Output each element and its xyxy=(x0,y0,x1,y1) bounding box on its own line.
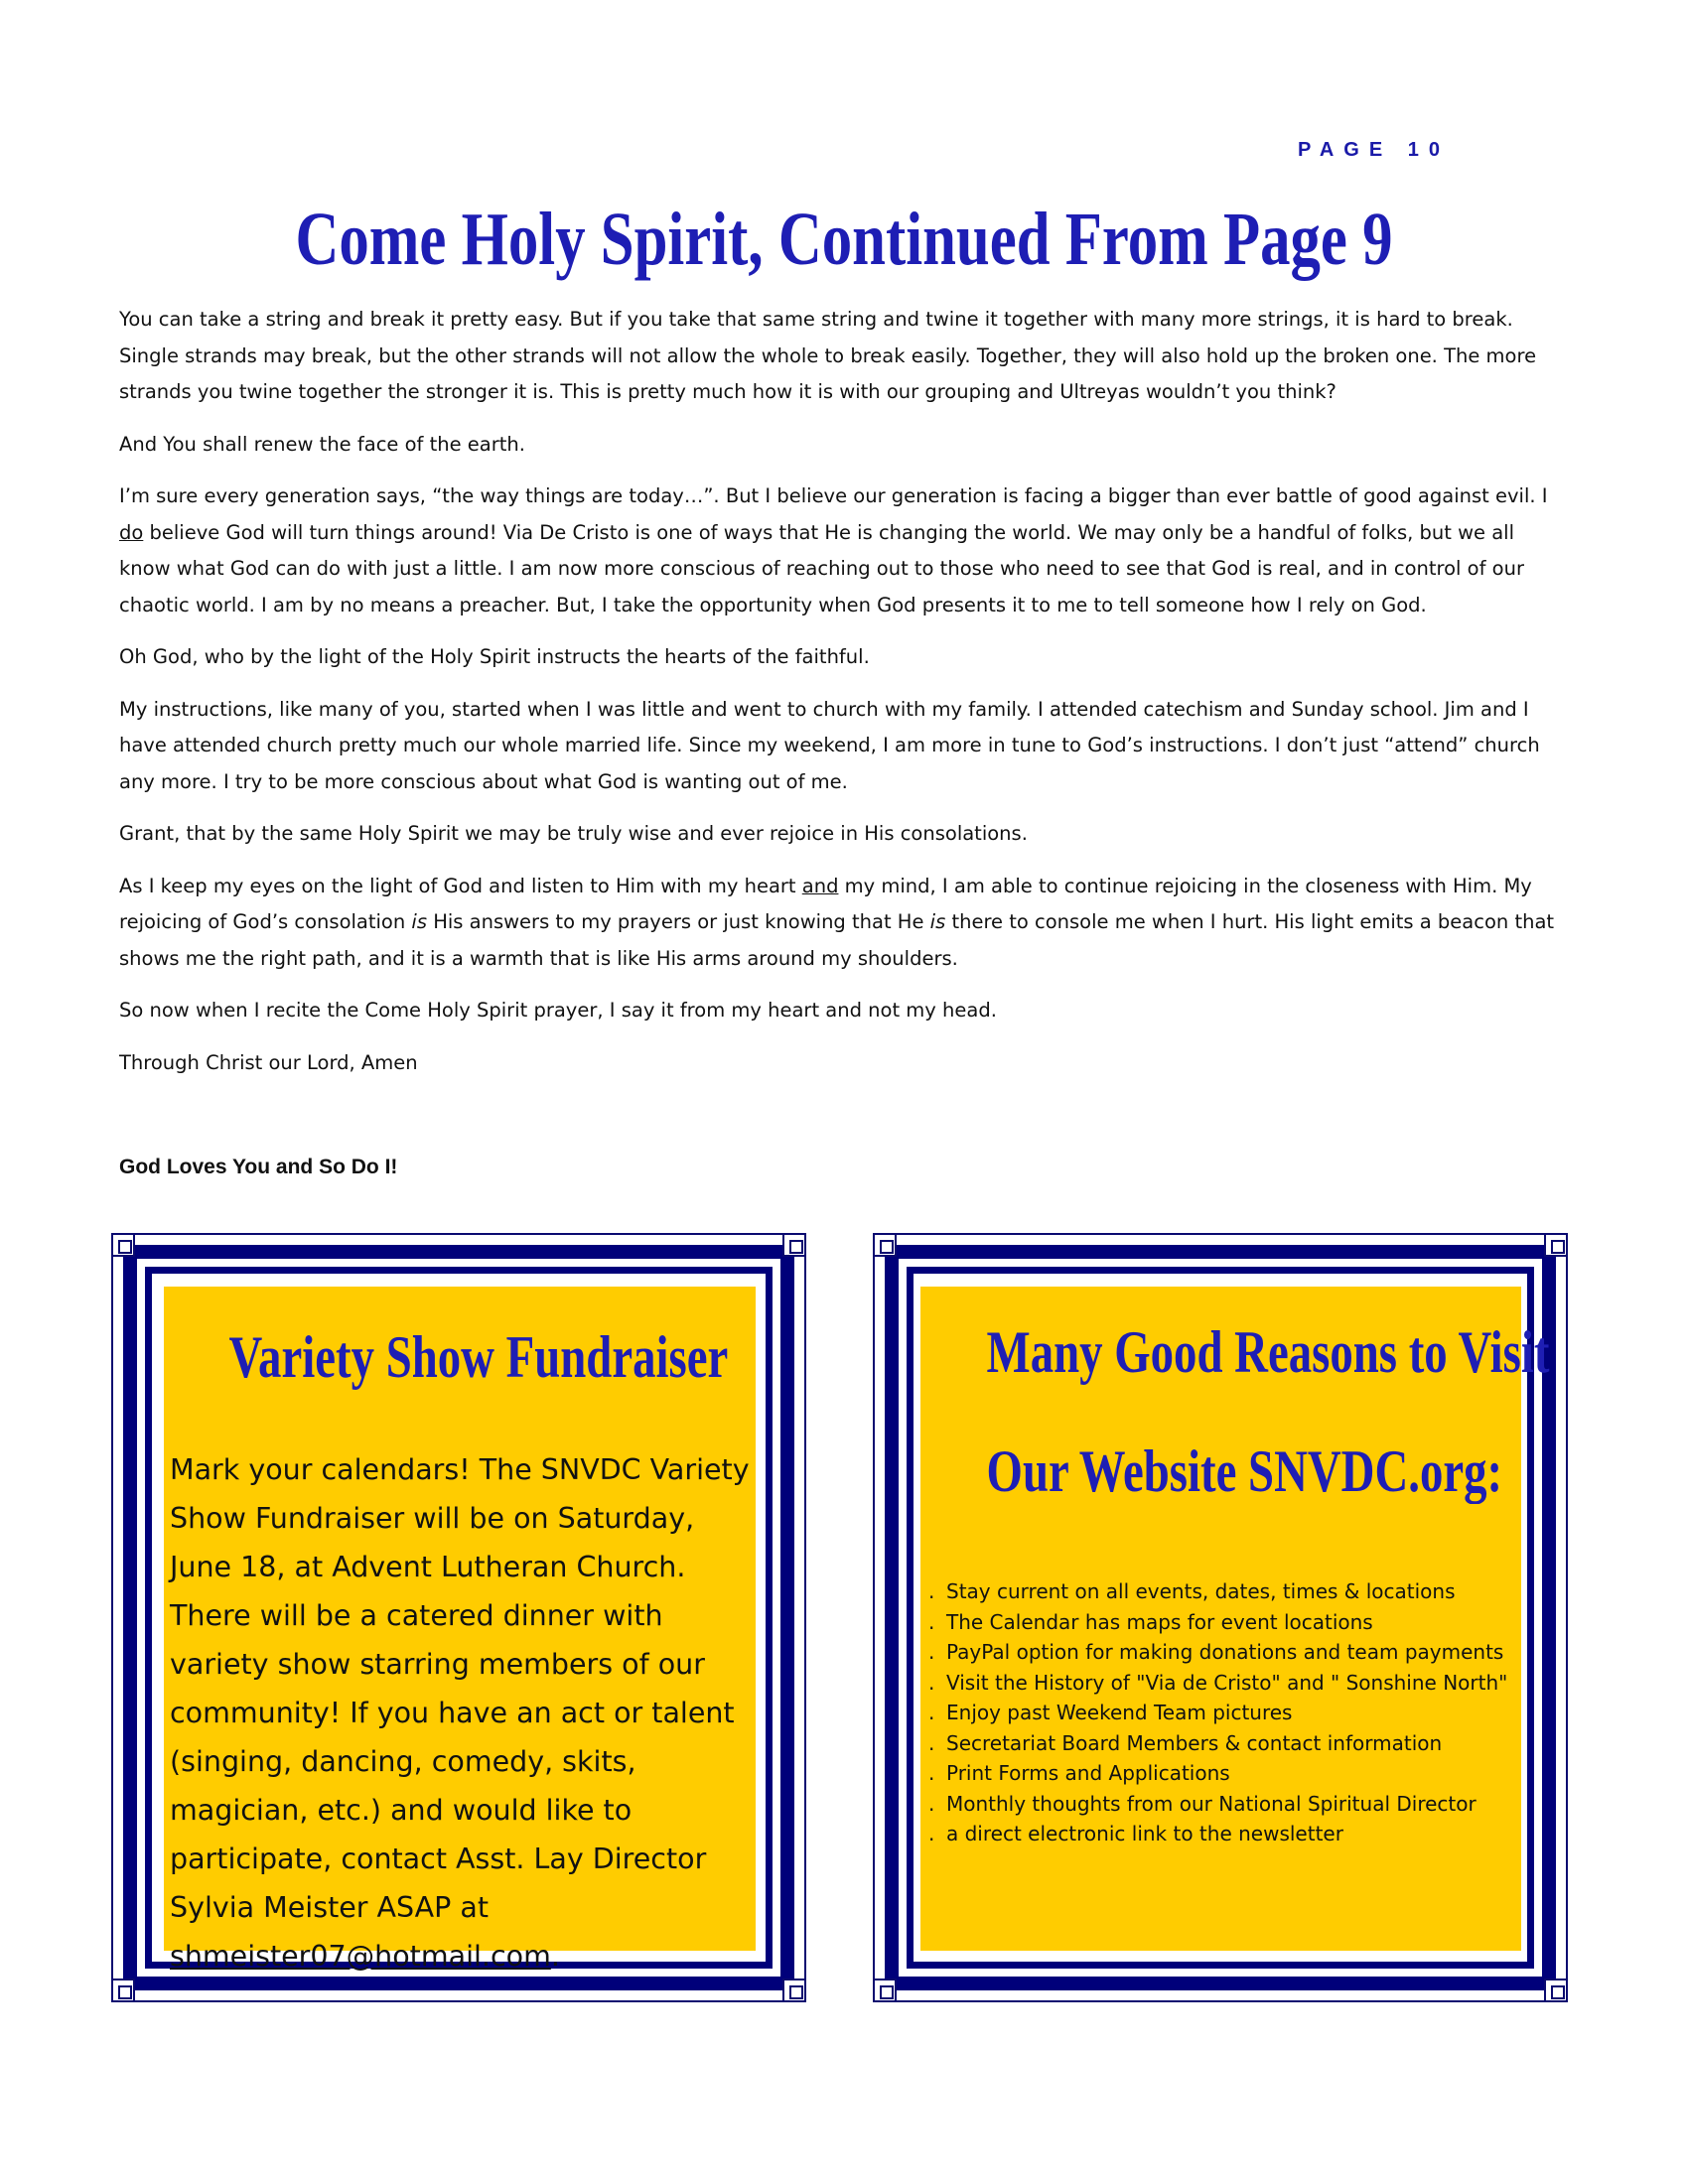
italic-word: is xyxy=(929,910,946,933)
text-run: my mind, I am able to continue rejoicing in the closeness with Him. My rejoicing of God’s consolation xyxy=(119,874,1532,933)
website-title-line: Our Website SNVDC.org: xyxy=(986,1438,1503,1504)
article-paragraph xyxy=(119,478,1559,623)
bullet: . xyxy=(928,1579,935,1603)
bullet: . xyxy=(928,1730,935,1755)
list-item xyxy=(928,1698,1521,1728)
page-title: Come Holy Spirit, Continued From Page 9 xyxy=(295,198,1393,281)
article-paragraph: My instructions, like many of you, started when I was little and went to church with my family. I attended catechism and Sunday school. Jim and I have attended church pretty much our whole married life. Since my weekend, I am more in tune to God’s instructions. I don’t just “attend” church any more. I try to be more conscious about what God is wanting out of me. xyxy=(119,697,1540,793)
corner-ornament xyxy=(873,1979,897,2002)
website-box xyxy=(873,1233,1568,2002)
reasons-list xyxy=(920,1576,1521,1849)
email-link[interactable]: shmeister07@hotmail.com xyxy=(170,1940,551,1973)
underlined-word: and xyxy=(801,874,839,897)
article-paragraph: Oh God, who by the light of the Holy Spirit instructs the hearts of the faithful. xyxy=(119,645,870,668)
website-panel xyxy=(920,1287,1550,1951)
list-item-text: Enjoy past Weekend Team pictures xyxy=(946,1701,1293,1724)
variety-show-box xyxy=(111,1233,806,2002)
article-paragraph xyxy=(119,869,1559,978)
corner-ornament xyxy=(1544,1233,1568,1257)
bullet: . xyxy=(928,1761,935,1785)
corner-ornament xyxy=(873,1233,897,1257)
list-item-text: Secretariat Board Members & contact information xyxy=(946,1730,1443,1755)
text-run: there to console me when I hurt. His light emits a beacon that shows me the right path, and it is a warmth that is like His arms around my shoulders. xyxy=(119,910,1555,970)
list-item-text: Print Forms and Applications xyxy=(946,1761,1230,1785)
text-run: believe God will turn things around! Via De Cristo is one of ways that He is changing the world. We may only be a handful of folks, but we all know what God can do with just a little. I am now more conscious of reaching out to those who need to see that God is real, and in control of our chaotic world. I am by no means a preacher. But, I take the opportunity when God presents it to me to tell someone how I rely on God. xyxy=(119,520,1524,616)
corner-ornament xyxy=(782,1233,806,1257)
bullet: . xyxy=(928,1701,935,1724)
bullet: . xyxy=(928,1640,935,1664)
bullet: . xyxy=(928,1609,935,1634)
signoff: God Loves You and So Do I! xyxy=(119,1156,398,1178)
list-item xyxy=(928,1758,1521,1789)
variety-show-panel xyxy=(164,1287,756,1973)
list-item-text: Visit the History of "Via de Cristo" and " Sonshine North" xyxy=(946,1670,1508,1695)
list-item xyxy=(928,1637,1521,1668)
article-paragraph: You can take a string and break it pretty easy. But if you take that same string and twine it together with many more strings, it is hard to break. Single strands may break, but the other strands will not allow the whole to break easily. Together, they will also hold up the broken one. The more strands you twine together the stronger it is. This is pretty much how it is with our grouping and Ultreyas wouldn’t you think? xyxy=(119,308,1537,403)
article-paragraph: Through Christ our Lord, Amen xyxy=(119,1050,418,1074)
corner-ornament xyxy=(782,1979,806,2002)
website-title-line: Many Good Reasons to Visit xyxy=(986,1319,1550,1385)
page-number: PAGE 10 xyxy=(1298,139,1450,161)
list-item-text: Monthly thoughts from our National Spiritual Director xyxy=(946,1791,1477,1816)
text-run: Mark your calendars! The SNVDC Variety Show Fundraiser will be on Saturday, June 18, at Advent Lutheran Church. There will be a catered dinner with variety show starring members of our community! If you have an act or talent (singing, dancing, comedy, skits, magician, etc.) and would like to participate, contact Asst. Lay Director Sylvia Meister ASAP at xyxy=(170,1453,750,1924)
list-item xyxy=(928,1819,1521,1849)
text-run: His answers to my prayers or just knowing that He xyxy=(427,910,930,933)
corner-ornament xyxy=(1544,1979,1568,2002)
bullet: . xyxy=(928,1670,935,1695)
underlined-word: do xyxy=(119,520,144,544)
corner-ornament xyxy=(111,1233,135,1257)
list-item xyxy=(928,1576,1521,1607)
corner-ornament xyxy=(111,1979,135,2002)
list-item-text: Stay current on all events, dates, times & locations xyxy=(946,1579,1456,1603)
bullet: . xyxy=(928,1791,935,1816)
list-item-text: The Calendar has maps for event locations xyxy=(946,1609,1373,1634)
variety-show-title: Variety Show Fundraiser xyxy=(228,1324,729,1390)
list-item xyxy=(928,1607,1521,1638)
bullet: . xyxy=(928,1822,935,1845)
text-run: . xyxy=(550,1940,560,1973)
list-item xyxy=(928,1728,1521,1759)
article-paragraph: And You shall renew the face of the earth. xyxy=(119,432,525,456)
website-title xyxy=(986,1293,1550,1531)
text-run: As I keep my eyes on the light of God and listen to Him with my heart xyxy=(119,874,802,897)
article-paragraph: Grant, that by the same Holy Spirit we may be truly wise and ever rejoice in His consolations. xyxy=(119,822,1028,845)
article-paragraph: So now when I recite the Come Holy Spirit prayer, I say it from my heart and not my head. xyxy=(119,999,997,1022)
text-run: I’m sure every generation says, “the way things are today…”. But I believe our generation is facing a bigger than ever battle of good against evil. I xyxy=(119,484,1548,507)
article-body xyxy=(119,302,1559,1097)
variety-show-text xyxy=(164,1445,756,1980)
italic-word: is xyxy=(411,910,427,933)
list-item xyxy=(928,1789,1521,1820)
list-item xyxy=(928,1668,1521,1699)
list-item-text: PayPal option for making donations and team payments xyxy=(946,1640,1504,1664)
list-item-text: a direct electronic link to the newsletter xyxy=(946,1822,1343,1845)
